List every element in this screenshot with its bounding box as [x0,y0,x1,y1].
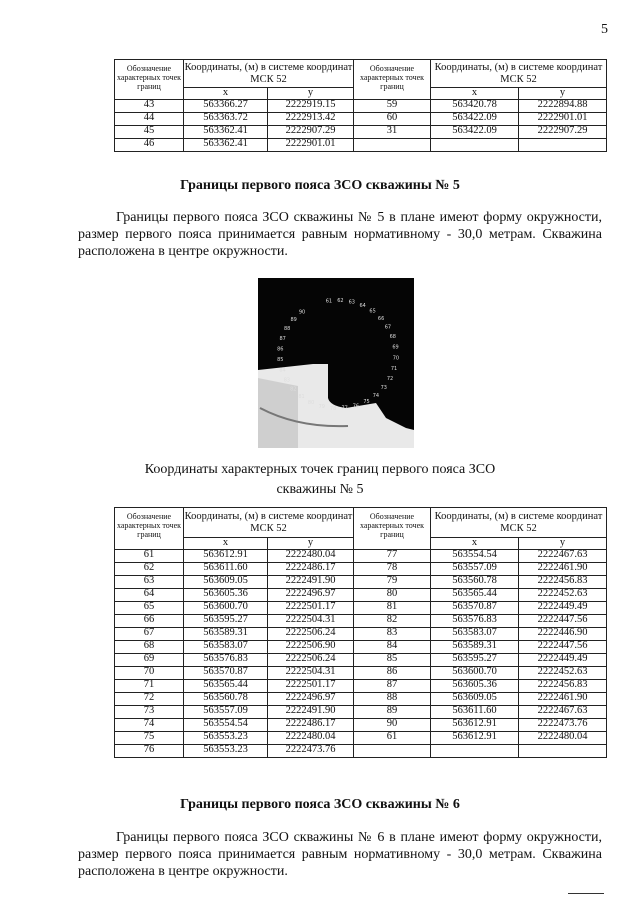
x-cell: 563570.87 [431,601,519,614]
table-row [115,731,607,744]
x-cell: 563557.09 [431,562,519,575]
table-row [115,601,607,614]
y-cell: 2222452.63 [519,666,607,679]
header-x: х [431,538,519,550]
point-id-cell: 82 [354,614,431,627]
y-cell: 2222461.90 [519,692,607,705]
coordinates-table-well-5 [114,507,607,758]
scheme-point-label: 76 [352,403,360,410]
scheme-point-label: 63 [348,299,355,306]
y-cell: 2222467.63 [519,705,607,718]
scheme-point-label: 78 [329,405,337,412]
table-row [115,112,607,125]
point-id-cell: 62 [115,562,184,575]
header-point-designation: Обозначение характерных точек границ [354,60,431,100]
x-cell: 563553.23 [184,731,268,744]
point-id-cell: 75 [115,731,184,744]
scheme-point-label: 67 [384,324,392,331]
y-cell: 2222504.31 [268,666,354,679]
x-cell: 563611.60 [184,562,268,575]
point-id-cell: 90 [354,718,431,731]
y-cell [519,744,607,757]
table-row [115,666,607,679]
point-id-cell: 64 [115,588,184,601]
y-cell: 2222491.90 [268,575,354,588]
x-cell: 563422.09 [431,125,519,138]
point-id-cell: 43 [115,99,184,112]
point-id-cell: 59 [354,99,431,112]
x-cell: 563600.70 [431,666,519,679]
x-cell: 563600.70 [184,601,268,614]
y-cell: 2222506.24 [268,653,354,666]
scheme-point-label: 64 [359,303,366,310]
table-row [115,562,607,575]
table-row [115,718,607,731]
header-x: х [184,88,268,100]
y-cell: 2222480.04 [268,731,354,744]
y-cell: 2222446.90 [519,627,607,640]
scheme-point-label: 90 [298,309,306,316]
scheme-point-label: 65 [369,308,376,315]
x-cell: 563362.41 [184,138,268,151]
point-id-cell: 61 [354,731,431,744]
y-cell: 2222473.76 [268,744,354,757]
scheme-point-label: 70 [392,355,400,362]
table-row [115,653,607,666]
y-cell: 2222473.76 [519,718,607,731]
x-cell: 563557.09 [184,705,268,718]
table-row [115,549,607,562]
table-row [115,705,607,718]
x-cell [431,138,519,151]
point-id-cell: 60 [354,112,431,125]
point-id-cell: 85 [354,653,431,666]
paragraph-well-6: Границы первого пояса ЗСО скважины № 6 в плане имеют форму окружности, размер первого пояса принимается равным нормативному - 30,0 метрам. Скважина расположена в центре окружности. [78,830,602,879]
coordinates-table-continued [114,59,607,152]
x-cell: 563362.41 [184,125,268,138]
y-cell: 2222452.63 [519,588,607,601]
y-cell: 2222447.56 [519,640,607,653]
table-row [115,679,607,692]
zone-boundary-scheme-image [258,278,414,448]
scheme-point-label: 62 [337,298,344,304]
y-cell: 2222504.31 [268,614,354,627]
header-x: х [431,88,519,100]
point-id-cell: 73 [115,705,184,718]
page-number: 5 [601,22,608,37]
header-coordinates: Координаты, (м) в системе координат МСК 52 [184,508,354,538]
x-cell: 563553.23 [184,744,268,757]
scheme-drawing [258,278,414,448]
x-cell: 563560.78 [431,575,519,588]
point-id-cell: 66 [115,614,184,627]
point-id-cell: 45 [115,125,184,138]
table-row [115,125,607,138]
caption-line-1: Координаты характерных точек границ первого пояса ЗСО [144,462,496,477]
caption-line-2: скважины № 5 [276,482,364,497]
x-cell [431,744,519,757]
footer-rule [568,893,604,894]
point-id-cell: 46 [115,138,184,151]
point-id-cell: 67 [115,627,184,640]
point-id-cell: 63 [115,575,184,588]
point-id-cell: 61 [115,549,184,562]
y-cell: 2222913.42 [268,112,354,125]
point-id-cell: 65 [115,601,184,614]
y-cell: 2222486.17 [268,718,354,731]
x-cell: 563420.78 [431,99,519,112]
point-id-cell [354,138,431,151]
point-id-cell: 70 [115,666,184,679]
x-cell: 563560.78 [184,692,268,705]
y-cell: 2222480.04 [268,549,354,562]
y-cell: 2222919.15 [268,99,354,112]
x-cell: 563589.31 [184,627,268,640]
y-cell: 2222496.97 [268,588,354,601]
scheme-point-label: 72 [386,376,394,382]
scheme-point-label: 71 [390,366,398,372]
header-point-designation: Обозначение характерных точек границ [115,508,184,550]
header-coordinates: Координаты, (м) в системе координат МСК 52 [184,60,354,88]
y-cell: 2222501.17 [268,679,354,692]
header-y: у [268,88,354,100]
scheme-point-label: 84 [279,367,286,374]
table-row [115,627,607,640]
table-row [115,614,607,627]
point-id-cell: 86 [354,666,431,679]
y-cell: 2222449.49 [519,653,607,666]
scheme-point-label: 88 [284,326,291,332]
x-cell: 563366.27 [184,99,268,112]
x-cell: 563611.60 [431,705,519,718]
table-row [115,138,607,151]
scheme-point-label: 66 [377,315,385,322]
point-id-cell: 68 [115,640,184,653]
y-cell: 2222467.63 [519,549,607,562]
point-id-cell [354,744,431,757]
y-cell: 2222501.17 [268,601,354,614]
table-row [115,640,607,653]
x-cell: 563422.09 [431,112,519,125]
scheme-point-label: 61 [325,298,333,305]
point-id-cell: 84 [354,640,431,653]
x-cell: 563589.31 [431,640,519,653]
paragraph-well-5: Границы первого пояса ЗСО скважины № 5 в плане имеют форму окружности, размер первого пояса принимается равным нормативному - 30,0 метрам. Скважина расположена в центре окружности. [78,210,602,259]
scheme-point-label: 79 [318,403,325,410]
y-cell [519,138,607,151]
point-id-cell: 79 [354,575,431,588]
x-cell: 563583.07 [431,627,519,640]
header-point-designation: Обозначение характерных точек границ [354,508,431,550]
point-id-cell: 71 [115,679,184,692]
point-id-cell: 76 [115,744,184,757]
point-id-cell: 77 [354,549,431,562]
y-cell: 2222447.56 [519,614,607,627]
x-cell: 563576.83 [431,614,519,627]
x-cell: 563570.87 [184,666,268,679]
point-id-cell: 80 [354,588,431,601]
header-coordinates: Координаты, (м) в системе координат МСК 52 [431,508,607,538]
point-id-cell: 88 [354,692,431,705]
header-point-designation: Обозначение характерных точек границ [115,60,184,100]
y-cell: 2222456.83 [519,679,607,692]
scheme-point-label: 73 [380,385,387,392]
header-y: у [519,88,607,100]
table-row [115,744,607,757]
scheme-point-label: 82 [290,386,297,393]
x-cell: 563605.36 [431,679,519,692]
y-cell: 2222901.01 [268,138,354,151]
y-cell: 2222496.97 [268,692,354,705]
y-cell: 2222901.01 [519,112,607,125]
table-row [115,575,607,588]
scheme-point-label: 68 [389,334,396,341]
table-caption-well-5 [0,460,640,500]
x-cell: 563612.91 [184,549,268,562]
x-cell: 563605.36 [184,588,268,601]
y-cell: 2222456.83 [519,575,607,588]
x-cell: 563363.72 [184,112,268,125]
x-cell: 563609.05 [431,692,519,705]
y-cell: 2222907.29 [268,125,354,138]
table-row [115,692,607,705]
x-cell: 563565.44 [431,588,519,601]
point-id-cell: 78 [354,562,431,575]
y-cell: 2222894.88 [519,99,607,112]
header-y: у [519,538,607,550]
y-cell: 2222480.04 [519,731,607,744]
point-id-cell: 87 [354,679,431,692]
point-id-cell: 74 [115,718,184,731]
x-cell: 563612.91 [431,731,519,744]
section-title-well-5: Границы первого пояса ЗСО скважины № 5 [180,178,460,193]
x-cell: 563583.07 [184,640,268,653]
y-cell: 2222506.90 [268,640,354,653]
scheme-point-label: 74 [372,392,380,399]
scheme-point-label: 80 [307,399,315,406]
header-x: х [184,538,268,550]
scheme-point-label: 85 [277,357,284,364]
scheme-point-label: 83 [283,377,291,384]
x-cell: 563576.83 [184,653,268,666]
scheme-point-label: 87 [279,335,286,342]
table-row [115,99,607,112]
header-y: у [268,538,354,550]
point-id-cell: 31 [354,125,431,138]
y-cell: 2222449.49 [519,601,607,614]
scheme-point-label: 77 [341,405,348,412]
point-id-cell: 81 [354,601,431,614]
scheme-point-label: 86 [277,346,284,353]
point-id-cell: 44 [115,112,184,125]
x-cell: 563554.54 [184,718,268,731]
header-coordinates: Координаты, (м) в системе координат МСК 52 [431,60,607,88]
y-cell: 2222907.29 [519,125,607,138]
section-title-well-6: Границы первого пояса ЗСО скважины № 6 [180,797,460,812]
point-id-cell: 72 [115,692,184,705]
scheme-point-label: 81 [298,394,305,400]
y-cell: 2222491.90 [268,705,354,718]
point-id-cell: 69 [115,653,184,666]
point-id-cell: 89 [354,705,431,718]
x-cell: 563595.27 [431,653,519,666]
scheme-point-label: 89 [290,317,297,324]
x-cell: 563609.05 [184,575,268,588]
y-cell: 2222461.90 [519,562,607,575]
point-id-cell: 83 [354,627,431,640]
x-cell: 563565.44 [184,679,268,692]
x-cell: 563554.54 [431,549,519,562]
x-cell: 563612.91 [431,718,519,731]
scheme-point-label: 69 [392,344,399,351]
x-cell: 563595.27 [184,614,268,627]
y-cell: 2222486.17 [268,562,354,575]
y-cell: 2222506.24 [268,627,354,640]
table-row [115,588,607,601]
scheme-point-label: 75 [363,399,370,405]
